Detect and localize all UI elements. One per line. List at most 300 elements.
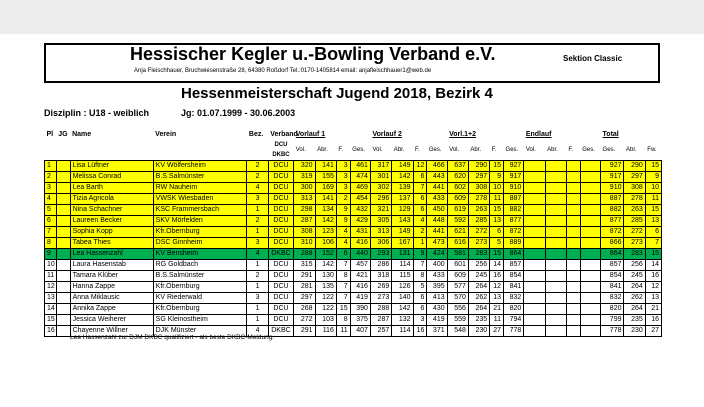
cell-bez: 3 (247, 194, 268, 205)
cell-vs-abr: 245 (468, 271, 489, 282)
cell-vs-vol: 620 (447, 172, 468, 183)
cell-total-fw: 15 (645, 205, 661, 216)
cell-vs-abr: 272 (468, 227, 489, 238)
cell-verein: Kfr.Obernburg (153, 282, 247, 293)
sub-f: F. (338, 147, 344, 153)
cell-vs-abr: 264 (468, 282, 489, 293)
cell-v1-f: 8 (336, 271, 350, 282)
cell-v2-ges: 424 (427, 249, 447, 260)
cell-jg (56, 304, 70, 315)
cell-verband: DCU (268, 282, 294, 293)
cell-name: Chayenne Willner (70, 326, 153, 337)
cell-jg (56, 260, 70, 271)
cell-pl: 2 (45, 172, 57, 183)
cell-v1-vol: 287 (294, 216, 315, 227)
cell-bez: 2 (247, 216, 268, 227)
cell-v2-vol: 302 (370, 183, 391, 194)
cell-verein: DJK Münster (153, 326, 247, 337)
cell-vs-f: 11 (490, 315, 504, 326)
table-row (45, 304, 662, 315)
cell-bez: 1 (247, 205, 268, 216)
cell-v2-f: 7 (413, 260, 427, 271)
sub-abr: Abr. (317, 147, 328, 153)
cell-vs-abr: 235 (468, 315, 489, 326)
cell-name: Jessica Weiherer (70, 315, 153, 326)
cell-e-vol (524, 282, 545, 293)
cell-total-abr: 273 (624, 238, 645, 249)
table-row (45, 194, 662, 205)
cell-jg (56, 172, 70, 183)
results-body (45, 161, 662, 337)
cell-e-ges (580, 161, 600, 172)
cell-jg (56, 216, 70, 227)
cell-total-ges: 799 (601, 315, 624, 326)
cell-e-ges (580, 238, 600, 249)
col-name: Name (72, 131, 92, 138)
cell-v1-vol: 300 (294, 183, 315, 194)
cell-e-ges (580, 304, 600, 315)
cell-vs-ges: 841 (504, 282, 524, 293)
cell-vs-vol: 637 (447, 161, 468, 172)
cell-v1-ges: 474 (350, 172, 370, 183)
cell-total-fw: 16 (645, 315, 661, 326)
cell-total-abr: 235 (624, 315, 645, 326)
cell-verband: DCU (268, 271, 294, 282)
cell-v2-ges: 433 (427, 271, 447, 282)
cell-verband: DCU (268, 172, 294, 183)
cell-jg (56, 161, 70, 172)
cell-verein: VWSK Wiesbaden (153, 194, 247, 205)
table-row (45, 227, 662, 238)
cell-e-ges (580, 315, 600, 326)
cell-v2-f: 12 (413, 161, 427, 172)
cell-vs-abr: 273 (468, 238, 489, 249)
cell-name: Tizia Agricola (70, 194, 153, 205)
cell-v2-abr: 114 (392, 260, 413, 271)
cell-e-ges (580, 293, 600, 304)
cell-v2-vol: 288 (370, 304, 391, 315)
page-title: Hessischer Kegler u.-Bowling Verband e.V. (130, 44, 496, 64)
cell-e-vol (524, 216, 545, 227)
cell-total-ges: 887 (601, 194, 624, 205)
sub-abr: Abr. (547, 147, 558, 153)
table-subheader-row (45, 140, 662, 161)
cell-pl: 10 (45, 260, 57, 271)
cell-e-abr (545, 172, 566, 183)
cell-v2-abr: 114 (392, 326, 413, 337)
sub-vol: Vol. (372, 147, 383, 153)
cell-name: Lea Barth (70, 183, 153, 194)
cell-verein: KV Wölfersheim (153, 161, 247, 172)
cell-e-vol (524, 260, 545, 271)
cell-e-f (566, 326, 580, 337)
cell-v1-f: 11 (336, 326, 350, 337)
cell-pl: 14 (45, 304, 57, 315)
cell-v2-ges: 433 (427, 194, 447, 205)
cell-v1-abr: 155 (315, 172, 336, 183)
cell-total-fw: 15 (645, 249, 661, 260)
cell-vs-ges: 854 (504, 271, 524, 282)
cell-vs-ges: 917 (504, 172, 524, 183)
contact-line: Anja Fleischhauer, Bruchwiesenstraße 28, 64380 Roßdorf Tel.:0170-1405814 email: anjafleischhauer1@web.de (134, 68, 432, 74)
cell-v1-vol: 291 (294, 271, 315, 282)
cell-vs-f: 16 (490, 271, 504, 282)
cell-v2-ges: 443 (427, 172, 447, 183)
cell-v2-ges: 400 (427, 260, 447, 271)
cell-name: Tamara Klüber (70, 271, 153, 282)
cell-v1-vol: 268 (294, 304, 315, 315)
cell-vs-f: 27 (490, 326, 504, 337)
cell-pl: 6 (45, 216, 57, 227)
cell-bez: 1 (247, 260, 268, 271)
cell-bez: 2 (247, 172, 268, 183)
cell-jg (56, 271, 70, 282)
cell-verein: KV Bensheim (153, 249, 247, 260)
col-verband-dcu: DCU (274, 142, 288, 148)
cell-v1-ges: 416 (350, 238, 370, 249)
cell-verband: DCU (268, 293, 294, 304)
cell-v1-ges: 440 (350, 249, 370, 260)
col-vorlauf2: Vorlauf 2 (372, 131, 402, 138)
cell-v2-vol: 313 (370, 227, 391, 238)
cell-pl: 4 (45, 194, 57, 205)
cell-v1-ges: 469 (350, 183, 370, 194)
cell-e-vol (524, 315, 545, 326)
cell-e-f (566, 260, 580, 271)
cell-v1-ges: 419 (350, 293, 370, 304)
cell-verband: DCU (268, 183, 294, 194)
cell-e-vol (524, 205, 545, 216)
cell-total-ges: 832 (601, 293, 624, 304)
cell-v2-ges: 419 (427, 315, 447, 326)
cell-v1-abr: 141 (315, 194, 336, 205)
cell-vs-abr: 283 (468, 249, 489, 260)
cell-v1-f: 2 (336, 194, 350, 205)
cell-vs-vol: 577 (447, 282, 468, 293)
cell-v1-abr: 130 (315, 271, 336, 282)
cell-vs-ges: 872 (504, 227, 524, 238)
cell-v1-abr: 152 (315, 249, 336, 260)
sub-f: F. (415, 147, 420, 153)
cell-verband: DCU (268, 194, 294, 205)
cell-e-abr (545, 293, 566, 304)
cell-total-abr: 278 (624, 194, 645, 205)
cell-verein: RW Nauheim (153, 183, 247, 194)
cell-vs-f: 21 (490, 304, 504, 315)
cell-name: Sophia Kopp (70, 227, 153, 238)
cell-total-ges: 917 (601, 172, 624, 183)
cell-e-ges (580, 282, 600, 293)
cell-vs-abr: 264 (468, 304, 489, 315)
cell-v2-f: 6 (413, 194, 427, 205)
cell-bez: 1 (247, 304, 268, 315)
cell-total-ges: 820 (601, 304, 624, 315)
cell-total-ges: 910 (601, 183, 624, 194)
cell-total-abr: 245 (624, 271, 645, 282)
cell-total-fw: 15 (645, 161, 661, 172)
cell-v2-f: 1 (413, 238, 427, 249)
sub-f: F. (568, 147, 574, 153)
cell-total-abr: 256 (624, 260, 645, 271)
cell-total-fw: 6 (645, 227, 661, 238)
cell-v2-vol: 318 (370, 271, 391, 282)
cell-v1-vol: 319 (294, 172, 315, 183)
sub-f: F. (491, 147, 497, 153)
cell-total-fw: 7 (645, 238, 661, 249)
cell-vs-abr: 285 (468, 216, 489, 227)
cell-bez: 3 (247, 293, 268, 304)
cell-v2-ges: 441 (427, 227, 447, 238)
sub-ges: Ges. (582, 147, 595, 153)
cell-v1-vol: 297 (294, 293, 315, 304)
cell-vs-f: 12 (490, 282, 504, 293)
sub-ges: Ges. (352, 147, 365, 153)
cell-v1-abr: 122 (315, 293, 336, 304)
cell-total-abr: 263 (624, 205, 645, 216)
cell-v2-abr: 139 (392, 183, 413, 194)
table-header-row (45, 130, 662, 140)
cell-e-abr (545, 227, 566, 238)
cell-name: Tabea Thies (70, 238, 153, 249)
cell-v1-f: 3 (336, 161, 350, 172)
cell-vs-f: 13 (490, 216, 504, 227)
cell-v1-ges: 429 (350, 216, 370, 227)
sub-vol: Vol. (449, 147, 460, 153)
cell-v2-vol: 257 (370, 326, 391, 337)
cell-jg (56, 205, 70, 216)
cell-total-fw: 14 (645, 260, 661, 271)
cell-e-abr (545, 216, 566, 227)
cell-vs-f: 5 (490, 238, 504, 249)
cell-e-vol (524, 293, 545, 304)
cell-v1-ges: 461 (350, 161, 370, 172)
cell-v2-abr: 115 (392, 271, 413, 282)
cell-vs-abr: 308 (468, 183, 489, 194)
cell-pl: 16 (45, 326, 57, 337)
cell-v1-abr: 122 (315, 304, 336, 315)
cell-v1-vol: 320 (294, 161, 315, 172)
cell-e-f (566, 216, 580, 227)
cell-jg (56, 315, 70, 326)
cell-total-ges: 864 (601, 249, 624, 260)
cell-total-abr: 264 (624, 304, 645, 315)
cell-total-fw: 9 (645, 172, 661, 183)
cell-vs-f: 9 (490, 172, 504, 183)
cell-name: Lea Hassenzahl (70, 249, 153, 260)
cell-vs-vol: 556 (447, 304, 468, 315)
table-row (45, 216, 662, 227)
results-table (44, 130, 662, 337)
cell-bez: 1 (247, 227, 268, 238)
cell-vs-abr: 262 (468, 293, 489, 304)
cell-v2-ges: 448 (427, 216, 447, 227)
cell-v1-ges: 421 (350, 271, 370, 282)
cell-v2-f: 6 (413, 205, 427, 216)
cell-v1-f: 7 (336, 293, 350, 304)
cell-e-ges (580, 260, 600, 271)
cell-vs-abr: 230 (468, 326, 489, 337)
cell-bez: 4 (247, 326, 268, 337)
cell-total-ges: 877 (601, 216, 624, 227)
cell-vs-f: 15 (490, 161, 504, 172)
cell-verband: DCU (268, 238, 294, 249)
cell-pl: 7 (45, 227, 57, 238)
cell-v2-vol: 273 (370, 293, 391, 304)
cell-total-ges: 866 (601, 238, 624, 249)
cell-jg (56, 293, 70, 304)
event-subtitle: Hessenmeisterschaft Jugend 2018, Bezirk 4 (181, 85, 493, 102)
cell-total-ges: 927 (601, 161, 624, 172)
cell-verband: DKBC (268, 249, 294, 260)
cell-v1-ges: 454 (350, 194, 370, 205)
cell-vs-vol: 601 (447, 260, 468, 271)
cell-e-vol (524, 271, 545, 282)
cell-vs-ges: 927 (504, 161, 524, 172)
col-vorl12: Vorl.1+2 (449, 131, 477, 138)
cell-e-vol (524, 326, 545, 337)
cell-jg (56, 249, 70, 260)
cell-name: Annika Zappe (70, 304, 153, 315)
cell-e-vol (524, 194, 545, 205)
cell-pl: 12 (45, 282, 57, 293)
cell-total-ges: 882 (601, 205, 624, 216)
cell-v1-f: 3 (336, 172, 350, 183)
cell-bez: 4 (247, 249, 268, 260)
cell-vs-f: 11 (490, 194, 504, 205)
sub-abr: Abr. (393, 147, 405, 153)
cell-v2-abr: 129 (392, 205, 413, 216)
table-row (45, 293, 662, 304)
cell-v1-vol: 313 (294, 194, 315, 205)
cell-e-f (566, 161, 580, 172)
cell-v1-f: 7 (336, 260, 350, 271)
cell-e-abr (545, 282, 566, 293)
sub-ges: Ges. (428, 147, 442, 153)
cell-e-f (566, 304, 580, 315)
cell-total-abr: 272 (624, 227, 645, 238)
cell-v2-abr: 126 (392, 282, 413, 293)
cell-jg (56, 194, 70, 205)
cell-verband: DCU (268, 304, 294, 315)
cell-vs-vol: 619 (447, 205, 468, 216)
cell-v1-f: 7 (336, 282, 350, 293)
cell-vs-vol: 609 (447, 194, 468, 205)
cell-e-ges (580, 216, 600, 227)
cell-v2-vol: 305 (370, 216, 391, 227)
cell-verein: Kfr.Obernburg (153, 227, 247, 238)
cell-v1-f: 3 (336, 183, 350, 194)
cell-vs-ges: 910 (504, 183, 524, 194)
table-row (45, 172, 662, 183)
cell-name: Hanna Zappe (70, 282, 153, 293)
cell-v2-f: 3 (413, 315, 427, 326)
col-verband: Verband (270, 131, 298, 138)
cell-vs-vol: 592 (447, 216, 468, 227)
cell-bez: 1 (247, 315, 268, 326)
cell-v1-ges: 431 (350, 227, 370, 238)
cell-vs-f: 13 (490, 293, 504, 304)
cell-v2-abr: 143 (392, 216, 413, 227)
cell-vs-abr: 256 (468, 260, 489, 271)
cell-e-ges (580, 205, 600, 216)
cell-vs-abr: 290 (468, 161, 489, 172)
cell-bez: 2 (247, 271, 268, 282)
cell-e-f (566, 172, 580, 183)
cell-vs-ges: 887 (504, 194, 524, 205)
cell-v1-vol: 308 (294, 227, 315, 238)
cell-vs-ges: 820 (504, 304, 524, 315)
cell-bez: 4 (247, 183, 268, 194)
cell-vs-vol: 609 (447, 271, 468, 282)
cell-v2-ges: 473 (427, 238, 447, 249)
cell-e-abr (545, 238, 566, 249)
sub-ges: Ges. (505, 147, 519, 153)
cell-v2-vol: 286 (370, 260, 391, 271)
cell-v2-ges: 413 (427, 293, 447, 304)
col-endlauf: Endlauf (525, 131, 552, 138)
cell-verein: B.S.Salmünster (153, 172, 247, 183)
cell-v1-ges: 457 (350, 260, 370, 271)
cell-vs-ges: 794 (504, 315, 524, 326)
cell-v1-abr: 116 (315, 326, 336, 337)
cell-verband: DCU (268, 205, 294, 216)
cell-vs-ges: 882 (504, 205, 524, 216)
cell-verein: SKV Mörfelden (153, 216, 247, 227)
cell-pl: 8 (45, 238, 57, 249)
cell-v1-abr: 134 (315, 205, 336, 216)
cell-vs-f: 15 (490, 249, 504, 260)
sub-abr: Abr. (470, 147, 482, 153)
table-row (45, 161, 662, 172)
cell-bez: 3 (247, 238, 268, 249)
cell-e-abr (545, 304, 566, 315)
col-total: Total (602, 131, 619, 138)
cell-total-abr: 297 (624, 172, 645, 183)
cell-e-vol (524, 227, 545, 238)
cell-pl: 3 (45, 183, 57, 194)
cell-v1-abr: 103 (315, 315, 336, 326)
cell-v1-abr: 106 (315, 238, 336, 249)
table-row (45, 271, 662, 282)
cell-e-f (566, 293, 580, 304)
cell-total-ges: 857 (601, 260, 624, 271)
cell-verein: DSC Ginnheim (153, 238, 247, 249)
cell-v2-ges: 371 (427, 326, 447, 337)
cell-v1-vol: 298 (294, 205, 315, 216)
cell-v2-abr: 149 (392, 227, 413, 238)
cell-verein: KSC Frammersbach (153, 205, 247, 216)
cell-total-fw: 13 (645, 293, 661, 304)
cell-total-fw: 21 (645, 304, 661, 315)
cell-vs-ges: 877 (504, 216, 524, 227)
cell-v1-abr: 141 (315, 161, 336, 172)
cell-vs-vol: 548 (447, 326, 468, 337)
cell-vs-f: 15 (490, 205, 504, 216)
cell-pl: 13 (45, 293, 57, 304)
cell-e-ges (580, 183, 600, 194)
cell-pl: 1 (45, 161, 57, 172)
cell-verband: DCU (268, 216, 294, 227)
cell-e-f (566, 249, 580, 260)
cell-v1-f: 9 (336, 216, 350, 227)
cell-total-abr: 230 (624, 326, 645, 337)
cell-vs-vol: 616 (447, 238, 468, 249)
cell-v1-ges: 375 (350, 315, 370, 326)
cell-e-ges (580, 227, 600, 238)
cell-bez: 2 (247, 161, 268, 172)
cell-e-abr (545, 205, 566, 216)
cell-vs-ges: 889 (504, 238, 524, 249)
